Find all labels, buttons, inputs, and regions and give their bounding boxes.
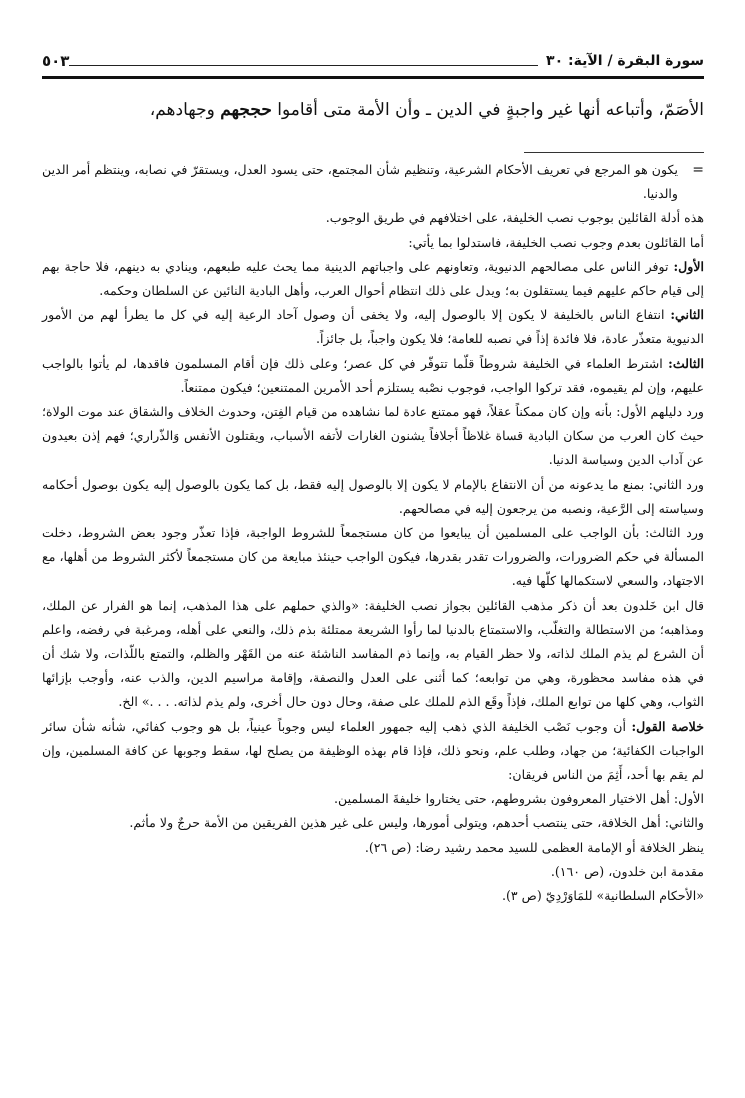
paragraph-lead: الثالث: (668, 355, 704, 371)
paragraph-text: انتفاع الناس بالخليفة لا يكون إلا بالوصول إليه، ولا يخفى أن وصول آحاد الرعية إليه في كل ما يطرأ لهم من الأمور الدنيوية متعذّر عادة، فلا فائدة إذاً في نصبه للعامة؛ فلا يكون واجباً، بل جائزاً. (42, 307, 704, 347)
paragraph-text: هذه أدلة القائلين بوجوب نصب الخليفة، على اختلافهم في طريق الوجوب. (325, 210, 704, 226)
footnote-paragraph (42, 400, 704, 473)
page-number: ٥٠٣ (42, 52, 70, 70)
paragraph-text: قال ابن خَلدون بعد أن ذكر مذهب القائلين بجواز نصب الخليفة: «والذي حملهم على هذا المذهب، إنما هو الفرار عن الملك، ومذاهبه؛ من الاستطالة والتغلّب، والاستمتاع بالدنيا لما رأوا الشريعة ممتلئة بذم ذلك، والنعي على أهله، ومرغبة في رفضه، واعلم أن الشرع لم يذم الملك لذاته، ولا حظر القيام به، وإنما ذم المفاسد الناشئة عنه من القَهْر والظلم، والتمتع باللّذات، ولا شك أن في هذه مفاسد محظورة، وهي من توابعه؛ كما أثنى على العدل والنصفة، وإقامة مراسيم الدين، والذب عنه، وأوجب بإزائها الثواب، وهي كلها من توابع الملك، فإذاً وقَع الذم للملك على صفة، وحال دون حال أخرى، ولم يذم لذاته. . . .» الخ. (42, 597, 704, 710)
reference-item: «الأحكام السلطانية» للمَاوَرْدِيّ (ص ٣). (501, 888, 704, 904)
paragraph-text: أما القائلون بعدم وجوب نصب الخليفة، فاستدلوا بما يأتي: (408, 234, 704, 250)
paragraph-lead: الأول: (673, 258, 704, 274)
footnotes-section (42, 158, 704, 908)
header-rule (42, 76, 704, 79)
footnote-paragraph-second-argument (42, 303, 704, 351)
footnote-paragraph-conclusion (42, 715, 704, 788)
footnote-paragraph (42, 158, 704, 206)
footnote-separator (524, 152, 704, 153)
paragraph-text: والثاني: أهل الخلافة، حتى ينتصب أحدهم، ويتولى أمورها، وليس على غير هذين الفريقين من الأمة حرجٌ ولا مأثم. (129, 815, 704, 831)
footnote-paragraph-first-argument (42, 255, 704, 303)
paragraph-text: ورد الثالث: بأن الواجب على المسلمين أن يبايعوا من كان مستجمعاً للشروط الواجبة، فإذا تعذّر وجود بعض الشروط، دخلت المسألة في حكم الضرورات، والضرورات تقدر بقدرها، فيكون الواجب حينئذ مبايعة من كان مستجمعاً لأكثر الشروط من أهلها، مع الاجتهاد، والسعي لاستكمالها كلّها فيه. (42, 525, 704, 589)
running-header (42, 40, 704, 70)
footnote-paragraph (42, 787, 704, 811)
paragraph-lead: خلاصة القول: (631, 718, 704, 734)
paragraph-text: يكون هو المرجع في تعريف الأحكام الشرعية، وتنظيم شأن المجتمع، حتى يسود العدل، ويستقرّ في نصابه، وينتظم أمر الدين والدنيا. (42, 162, 678, 202)
main-text-bold: حججهم (220, 100, 272, 120)
continuation-mark: = (692, 162, 704, 178)
main-text-before: الأصَمّ، وأتباعه أنها غير واجبةٍ في الدين ـ وأن الأمة متى أقاموا (271, 100, 704, 120)
reference-item: مقدمة ابن خلدون، (ص ١٦٠). (550, 863, 704, 879)
paragraph-lead: الثاني: (670, 307, 704, 323)
footnote-paragraph (42, 231, 704, 255)
footnote-paragraph (42, 521, 704, 594)
header-filler-line (69, 65, 538, 66)
footnote-paragraph (42, 811, 704, 835)
main-text-line (42, 97, 704, 123)
paragraph-text: ورد الثاني: بمنع ما يدعونه من أن الانتفاع بالإمام لا يكون إلا بالوصول إليه فقط، بل كما يكون بالوصول إليه يكون بوصول أحكامه وسياسته إلى الرَّعية، ونصبه من يرجعون إليه في مصالحهم. (42, 476, 704, 516)
footnote-paragraph (42, 206, 704, 230)
footnote-paragraph-third-argument (42, 352, 704, 400)
reference-item: ينظر الخلافة أو الإمامة العظمى للسيد محمد رشيد رضا: (ص ٢٦). (364, 839, 704, 855)
book-page (42, 0, 704, 1098)
paragraph-text: توفر الناس على مصالحهم الدنيوية، وتعاونهم على واجباتهم الدينية مما يحث عليه طبعهم، وينادي به دينهم، فلا حاجة بهم إلى قيام حاكم عليهم فيما يستقلون به؛ ويدل على ذلك انتظام أحوال العرب، وأهل البادية النائين عن السلطان وحكمه. (42, 258, 704, 299)
footnote-paragraph (42, 473, 704, 521)
surah-verse-label: سورة البقرة / الآية: ٣٠ (546, 53, 704, 69)
main-text-after: وجهادهم، (149, 100, 221, 120)
references-list (42, 836, 704, 909)
paragraph-text: اشترط العلماء في الخليفة شروطاً قلّما تتوفّر في كل عصر؛ وعلى ذلك فإن أقام المسلمون فاقدها، لم يأتوا بالواجب عليهم، وإن لم يقيموه، فقد تركوا الواجب، فوجوب نصْبه يستلزم أحد الأمرين الممتنعين؛ فيكون ممتنعاً. (42, 355, 704, 395)
paragraph-text: أن وجوب نَصْب الخليفة الذي ذهب إليه جمهور العلماء ليس وجوباً عينياً، بل هو وجوب كفائي، شأنه شأن سائر الواجبات الكفائية؛ من جهاد، وطلب علم، ونحو ذلك، فإذا قام بهذه الوظيفة من يصلح لها، سقط وجوبها عن كافة المسلمين، وإن لم يقم بها أحد، أَثِمَ من الناس فريقان: (42, 718, 704, 783)
paragraph-text: ورد دليلهم الأول: بأنه وإن كان ممكناً عقلاً، فهو ممتنع عادة لما نشاهده من قيام الفِتن، وحدوث الخلاف والشقاق عند موت الولاة؛ حيث كان العرب من سكان البادية قساة غلاظاً أجلافاً يشنون الغارات لأتفه الأسباب، ويقتلون الأنفس وَالذّراري؛ فهم إذن بعيدون عن آداب الدين وسياسة الدنيا. (42, 404, 704, 468)
footnote-paragraph-quote (42, 594, 704, 715)
paragraph-text: الأول: أهل الاختيار المعروفون بشروطهم، حتى يختاروا خليفةَ المسلمين. (334, 791, 704, 807)
